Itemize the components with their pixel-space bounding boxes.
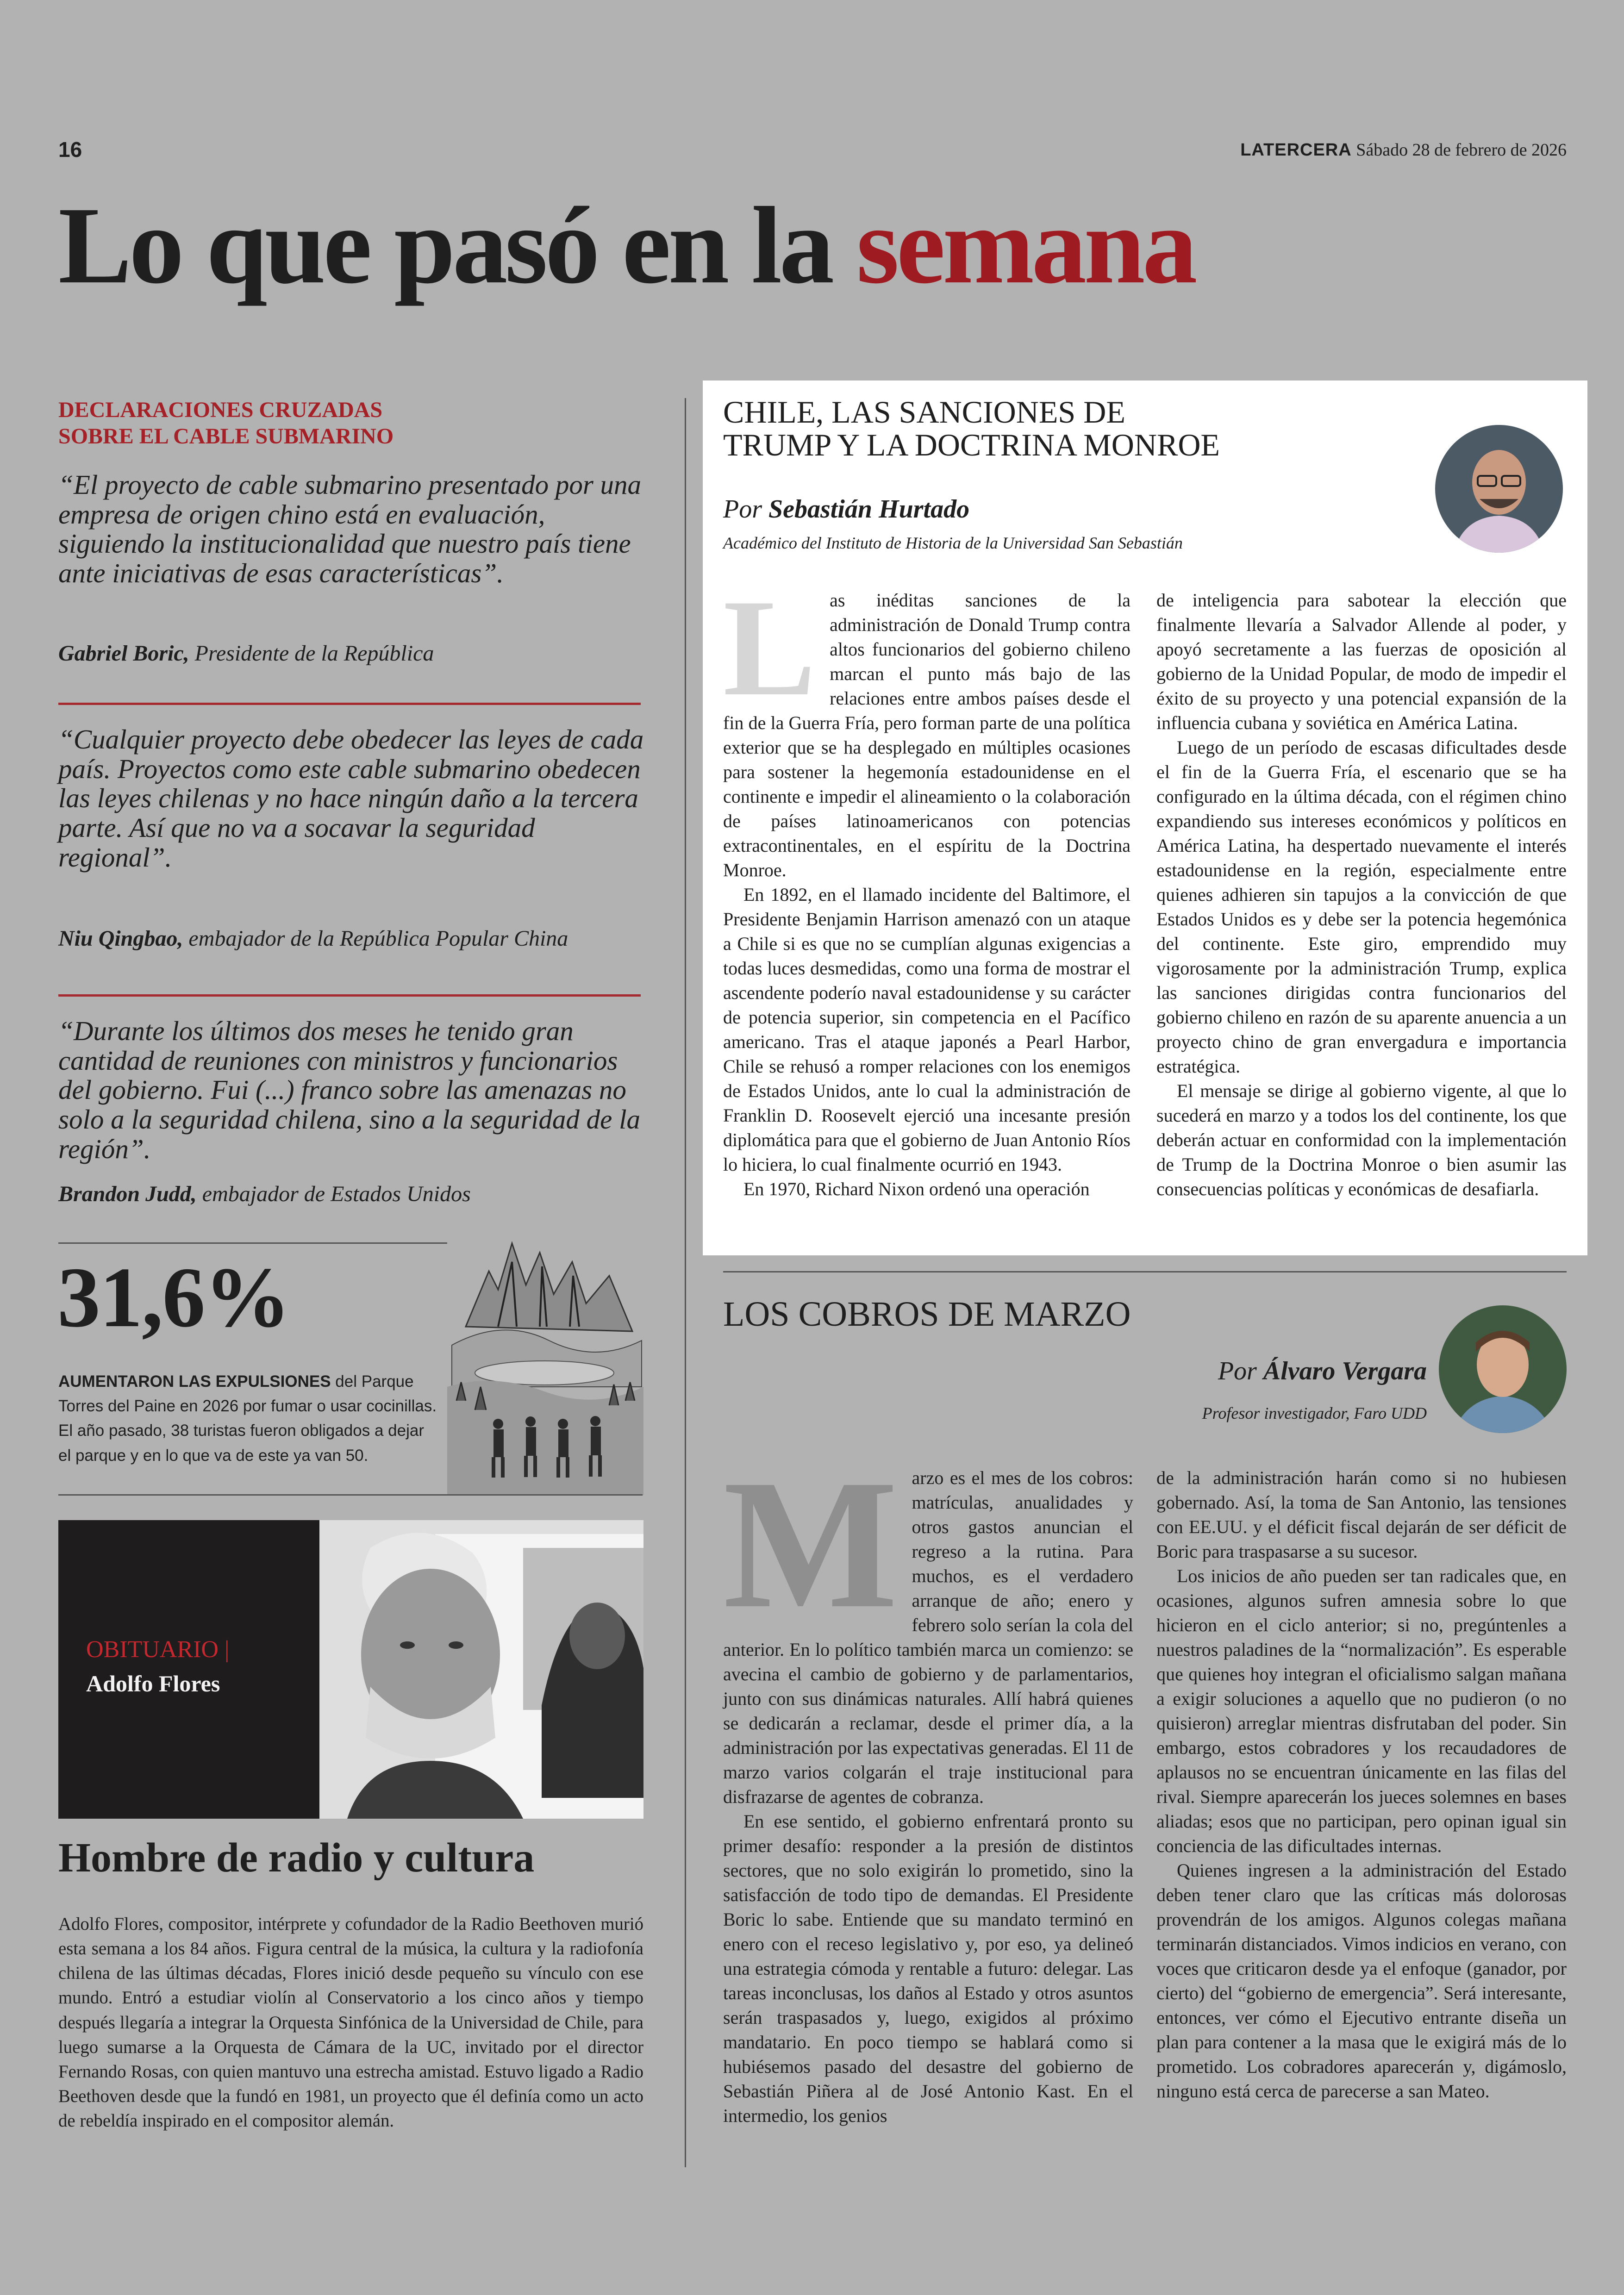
author-photo [1435,425,1563,553]
issue-date: Sábado 28 de febrero de 2026 [1356,140,1567,160]
quote-attribution [58,641,646,666]
author-avatar [1439,1305,1567,1433]
byline-prefix: Por [723,495,762,524]
byline-prefix: Por [1218,1357,1257,1385]
quote-author: Brandon Judd, [58,1182,197,1206]
quotes-title-line2: SOBRE EL CABLE SUBMARINO [58,424,394,449]
page-number: 16 [58,137,82,162]
stat-value: 31,6% [57,1250,290,1345]
article2-paragraph: de la administración harán como si no hubiesen gobernado. Así, la toma de San Antonio, las tensiones con EE.UU. y el déficit fiscal dejarán de ser déficit de Boric para traspasarse a su sucesor. [1156,1467,1567,1562]
article2-author: Álvaro Vergara [1263,1357,1427,1385]
author-photo [1439,1305,1567,1433]
obituary-separator: | [224,1636,230,1663]
article1-byline [723,494,969,524]
author-avatar [1435,425,1563,553]
article2-paragraph: En ese sentido, el gobierno enfrentará pronto su primer desafío: responder a la presión de distintos sectores, que no solo exigirán lo prometido, sino la satisfacción de todo tipo de demandas. El Presidente Boric lo sabe. Entiende que su mandato terminó en enero con el receso legislativo y, por eso, ya delineó una estrategia cómoda y rentable a futuro: delegar. Las tareas inconclusas, los daños al Estado y otros asuntos serán traspasados y, luego, exigidos al próximo mandatario. En poco tiempo se hablará como si hubiésemos pasado del desastre del gobierno de Sebastián Piñera al de José Antonio Kast. En el intermedio, los genios [723,1811,1133,2126]
article2-column-2 [1156,1466,1567,2103]
article1-affiliation: Académico del Instituto de Historia de la Universidad San Sebastián [723,534,1183,552]
article1-paragraph: En 1970, Richard Nixon ordenó una operación [743,1179,1090,1199]
article1-title [723,396,1418,461]
article1-paragraph: El mensaje se dirige al gobierno vigente, al que lo sucederá en marzo y a todos los del continente, los que deberán actuar en conformidad con la implementación de Trump de la Doctrina Monroe o bien asumir las consecuencias políticas y económicas de desafiarla. [1156,1080,1567,1199]
quote-role: embajador de Estados Unidos [202,1182,471,1206]
obituary-headline: Hombre de radio y cultura [58,1835,535,1881]
obituary-label [86,1636,229,1663]
obituary-banner [58,1520,319,1819]
stat-lead: AUMENTARON LAS EXPULSIONES [58,1372,331,1391]
torres-del-paine-illustration [447,1234,643,1495]
quote-author: Niu Qingbao, [58,926,183,951]
stat-text: del Parque Torres del Paine en 2026 por fumar o usar cocinillas. El año pasado, 38 turistas fueron obligados a dejar el parque y en lo que va de este ya van 50. [58,1372,437,1465]
obituary-label-text: OBITUARIO [86,1636,219,1663]
article1-author: Sebastián Hurtado [768,495,970,524]
paragraph-text: as inéditas sanciones de la administración de Donald Trump contra altos funcionarios del gobierno chileno marcan el punto más bajo de las relaciones entre ambos países desde el fin de la Guerra Fría, pero forman parte de una política exterior que se ha desplegado en múltiples ocasiones para sostener la hegemonía estadounidense en el continente e impedir el alineamiento o la colaboración de países latinoamericanos con potencias extracontinentales, en el espíritu de la Doctrina Monroe. [723,590,1131,880]
quote-text: “El proyecto de cable submarino presentado por una empresa de origen chino está en evaluación, siguiendo la institucionalidad que nuestro país tiene ante iniciativas de esas características”. [58,469,642,589]
quote-text: “Cualquier proyecto debe obedecer las leyes de cada país. Proyectos como este cable submarino obedecen las leyes chilenas y no hace ningún daño a la tercera parte. Así que no va a socavar la seguridad regional”. [58,724,644,873]
section-divider [723,1271,1567,1272]
paragraph-text: arzo es el mes de los cobros: matrículas, anualidades y otros gastos anuncian el regreso a la rutina. Para muchos, es el verdadero arranque de año; enero y febrero solo serían la cola del anterior. En lo político también marca un comienzo: se avecina el cambio de gobierno y de parlamentarios, junto con sus dinámicas naturales. Allí habrá quienes se dedicarán a reclamar, desde el primer día, a la administración por las expectativas generadas. El 11 de marzo varios colgarán el traje institucional para disfrazarse de agentes de cobranza. [723,1467,1133,1807]
brand-name: LATERCERA [1240,140,1352,160]
quotes-section-title [58,397,429,449]
article1-column-2 [1156,588,1567,1201]
article2-title: LOS COBROS DE MARZO [723,1295,1131,1334]
article2-paragraph [723,1441,1133,1809]
obituary-photo [319,1520,643,1819]
drop-cap: L [723,571,816,724]
page-headline [58,185,1195,306]
quote-divider [58,994,641,997]
article1-paragraph: de inteligencia para sabotear la elección que finalmente llevaría a Salvador Allende al poder, y apoyó secretamente a las fuerzas de oposición al gobierno de la Unidad Popular, de modo de impedir el éxito de su proyecto y una potencial expansión de la influencia cubana y soviética en América Latina. [1156,590,1567,733]
quote-text: “Durante los últimos dos meses he tenido gran cantidad de reuniones con ministros y funcionarios del gobierno. Fui (...) franco sobre las amenazas no solo a la seguridad chilena, sino a la seguridad de la región”. [58,1016,640,1164]
article1-title-line2: TRUMP Y LA DOCTRINA MONROE [723,427,1220,462]
quote-role: embajador de la República Popular China [188,926,568,951]
column-divider [685,398,686,2167]
headline-accent: semana [856,185,1195,306]
section-divider [58,1494,643,1496]
article2-byline [1218,1356,1427,1386]
quotes-title-line1: DECLARACIONES CRUZADAS [58,398,383,422]
article1-paragraph: Luego de un período de escasas dificultades desde el fin de la Guerra Fría, el escenario que se ha configurado en la última década, con el régimen chino expandiendo sus intereses económicos y políticos en América Latina, ha despertado nuevamente el interés estadounidense en la región, especialmente entre quienes adhieren sin tapujos a la convicción de que Estados Unidos es y debe ser la potencia hegemónica del continente. Este giro, emprendido muy vigorosamente por la administración Trump, explica las sanciones dirigidas contra funcionarios del gobierno chileno en razón de su aparente anuencia a un proyecto chino de gran envergadura e importancia estratégica. [1156,737,1567,1077]
quote-attribution [58,1181,646,1207]
headline-main: Lo que pasó en la [58,185,832,306]
dateline [1240,140,1567,160]
article2-column-1 [723,1441,1133,2128]
quote-role: Presidente de la República [194,641,434,666]
article1-paragraph [723,571,1131,882]
obituary-name: Adolfo Flores [86,1671,220,1696]
quote-author: Gabriel Boric, [58,641,189,666]
article1-paragraph: En 1892, en el llamado incidente del Baltimore, el Presidente Benjamin Harrison amenazó con un ataque a Chile si es que no se cumplían algunas exigencias a todas luces desmedidas, como una forma de mostrar el ascendente poderío naval estadounidense y su carácter de potencia superior, sin competencia en el Pacífico americano. Tras el ataque japonés a Pearl Harbor, Chile se rehusó a romper relaciones con los enemigos de Estados Unidos, ante lo cual la administración de Franklin D. Roosevelt ejerció una incesante presión diplomática para que el gobierno de Juan Antonio Ríos lo hiciera, lo cual finalmente ocurrió en 1943. [723,884,1131,1175]
article1-title-line1: CHILE, LAS SANCIONES DE [723,394,1125,430]
article2-paragraph: Quienes ingresen a la administración del Estado deben tener claro que las críticas más dolorosas provendrán de los amigos. Algunos colegas mañana terminarán distanciados. Vimos indicios en verano, con voces que criticaron desde ya el enfoque (ganador, por cierto) del “gobierno de emergencia”. Será interesante, entonces, ver cómo el Ejecutivo entrante diseña un plan para contener a la masa que le exigirá más de lo prometido. Los cobradores aparecerán y, digámoslo, ninguno está cerca de parecerse a san Mateo. [1156,1860,1567,2102]
article2-paragraph: Los inicios de año pueden ser tan radicales que, en ocasiones, algunos sufren amnesia sobre lo que hicieron en el ciclo anterior; si no, pregúntenles a nuestros paladines de la “normalización”. Es esperable que quienes hoy integran el oficialismo salgan mañana a exigir soluciones a aquello que no pudieron (o no quisieron) arreglar mientras disfrutaban del poder. Sin embargo, estos cobradores y los recaudadores de aplausos no se encuentran únicamente en las filas del rival. Siempre aparecerán los jueces solemnes en bases aliadas; esos que no participan, pero opinan igual sin conciencia de las dificultades internas. [1156,1565,1567,1856]
article2-affiliation: Profesor investigador, Faro UDD [1202,1404,1427,1422]
quote-divider [58,703,641,705]
obituary-body: Adolfo Flores, compositor, intérprete y cofundador de la Radio Beethoven murió esta semana a los 84 años. Figura central de la música, la cultura y la radiofonía chilena de las últimas décadas, Flores inició desde pequeño su vínculo con ese mundo. Entró a estudiar violín al Conservatorio a los cinco años y tiempo después llegaría a integrar la Orquesta Sinfónica de la Universidad de Chile, para luego sumarse a la Orquesta de Cámara de la UC, invitado por el director Fernando Rosas, con quien mantuvo una estrecha amistad. Estuvo ligado a Radio Beethoven desde que la fundó en 1981, un proyecto que él definía como un acto de rebeldía inspirado en el compositor alemán. [58,1914,643,2131]
quote-attribution [58,926,646,951]
drop-cap: M [723,1441,898,1646]
portrait-photo [319,1520,643,1819]
article1-column-1 [723,571,1131,1201]
stat-description [58,1369,438,1468]
